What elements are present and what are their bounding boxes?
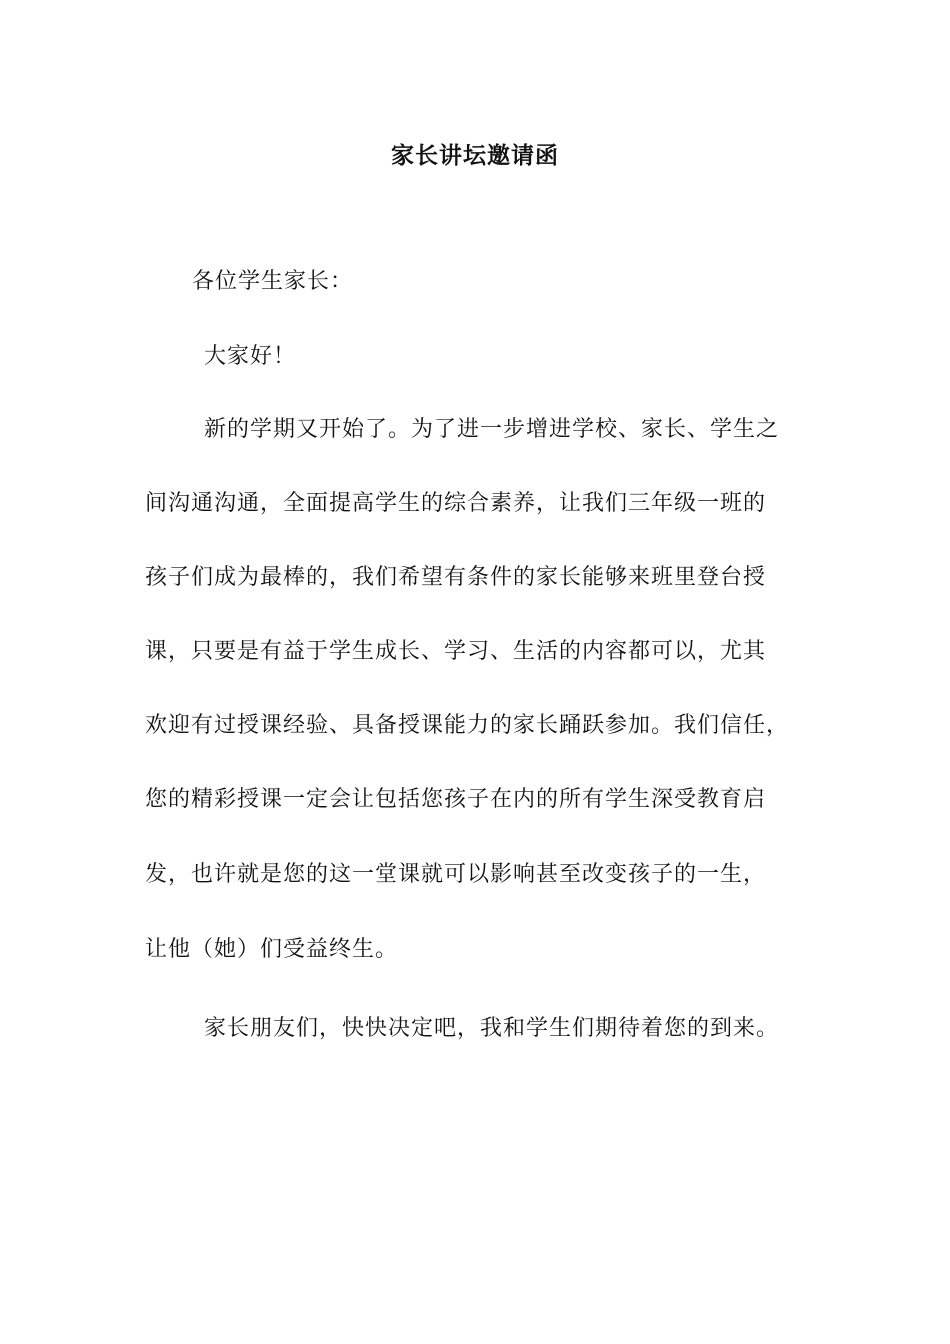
body-line: 您的精彩授课一定会让包括您孩子在内的所有学生深受教育启 <box>145 787 767 812</box>
body-line: 欢迎有过授课经验、具备授课能力的家长踊跃参加。我们信任， <box>145 713 790 738</box>
greeting: 大家好！ <box>204 344 297 369</box>
body-line: 课，只要是有益于学生成长、学习、生活的内容都可以，尤其 <box>145 639 767 664</box>
body-line: 新的学期又开始了。为了进一步增进学校、家长、学生之 <box>204 417 780 442</box>
closing-line: 家长朋友们，快快决定吧，我和学生们期待着您的到来。 <box>204 1016 780 1041</box>
body-line: 发，也许就是您的这一堂课就可以影响甚至改变孩子的一生， <box>145 862 767 887</box>
document-title: 家长讲坛邀请函 <box>391 142 559 169</box>
body-line: 让他（她）们受益终生。 <box>145 937 399 962</box>
body-line: 孩子们成为最棒的，我们希望有条件的家长能够来班里登台授 <box>145 565 767 590</box>
salutation: 各位学生家长： <box>192 269 354 294</box>
body-line: 间沟通沟通，全面提高学生的综合素养，让我们三年级一班的 <box>145 491 767 516</box>
